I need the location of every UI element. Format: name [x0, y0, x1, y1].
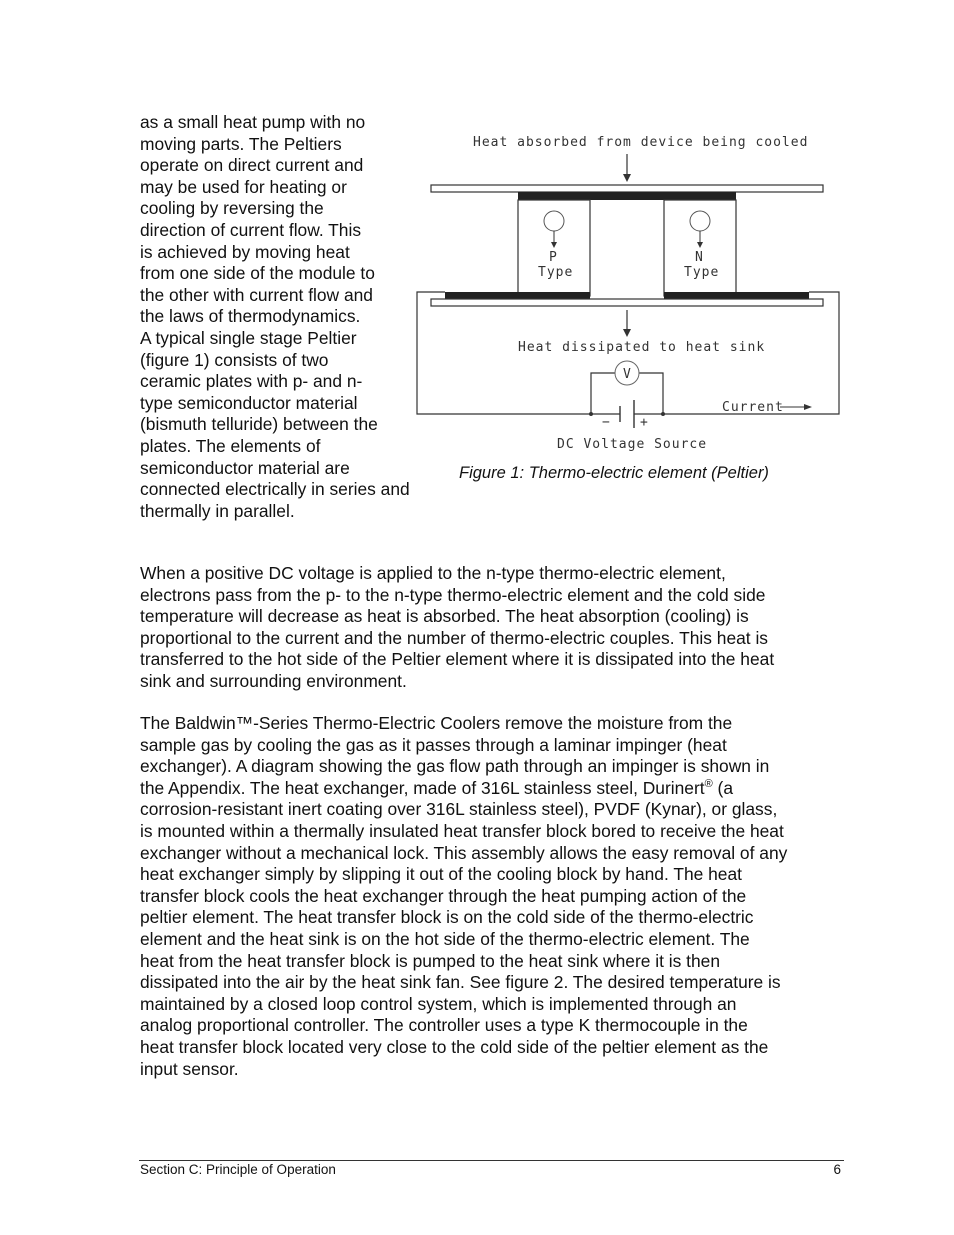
voltmeter-wire-left	[591, 373, 615, 414]
paragraph-2	[140, 713, 844, 1080]
text-line: operate on direct current and	[140, 155, 364, 176]
text-line: is achieved by moving heat	[140, 241, 350, 262]
voltmeter-wire-right	[639, 373, 663, 414]
paragraph-1	[140, 563, 844, 693]
text-line: analog proportional controller. The controller uses a type K thermocouple in the	[140, 1015, 748, 1036]
text-line: temperature will decrease as heat is absorbed. The heat absorption (cooling) is	[140, 606, 749, 627]
text-line: plates. The elements of	[140, 435, 321, 456]
text-line: heat transfer block located very close to the cold side of the peltier element as the	[140, 1036, 769, 1057]
text-line: moving parts. The Peltiers	[140, 133, 342, 154]
text-line: A typical single stage Peltier	[140, 327, 357, 348]
text-line: cooling by reversing the	[140, 198, 324, 219]
top-conductor	[518, 192, 736, 200]
registered-mark: ®	[704, 777, 713, 790]
text-line: corrosion-resistant inert coating over 316L stainless steel), PVDF (Kynar), or glass,	[140, 799, 778, 820]
battery-minus-label: −	[602, 415, 611, 430]
text-line: direction of current flow. This	[140, 219, 362, 240]
text-line: input sensor.	[140, 1058, 239, 1079]
dc-source-label: DC Voltage Source	[557, 437, 708, 452]
current-label: Current	[722, 400, 784, 415]
text-line: dissipated into the air by the heat sink fan. See figure 2. The desired temperature is	[140, 972, 781, 993]
heat-absorbed-label: Heat absorbed from device being cooled	[473, 135, 809, 150]
text-line: heat from the heat transfer block is pumped to the heat sink where it is then	[140, 950, 721, 971]
text-line: proportional to the current and the number of thermo-electric couples. This heat is	[140, 627, 769, 648]
text-line: (figure 1) consists of two	[140, 349, 329, 370]
text-line: may be used for heating or	[140, 176, 347, 197]
text-line: When a positive DC voltage is applied to the n-type thermo-electric element,	[140, 563, 726, 583]
text-line: ceramic plates with p- and n-	[140, 371, 363, 392]
peltier-diagram	[412, 128, 844, 464]
current-arrow-head	[804, 404, 812, 410]
heat-dissipated-label: Heat dissipated to heat sink	[518, 340, 766, 355]
page-number: 6	[833, 1162, 841, 1177]
text-line: transfer block cools the heat exchanger through the heat pumping action of the	[140, 885, 747, 906]
text-line: exchanger without a mechanical lock. This assembly allows the easy removal of any	[140, 842, 788, 863]
text-line: the other with current flow and	[140, 284, 373, 305]
text-line: connected electrically in series and	[140, 479, 410, 500]
n-label: N	[695, 250, 704, 265]
p-type-label: Type	[538, 265, 574, 280]
text-line: the laws of thermodynamics.	[140, 306, 361, 327]
junction-dot-left	[589, 412, 593, 416]
text-line: (bismuth telluride) between the	[140, 414, 378, 435]
text-line: heat exchanger simply by slipping it out of the cooling block by hand. The heat	[140, 864, 742, 885]
p-carrier-circle	[544, 211, 564, 231]
left-column-text	[140, 112, 436, 522]
text-line: is mounted within a thermally insulated heat transfer block bored to receive the heat	[140, 820, 784, 841]
n-carrier-circle	[690, 211, 710, 231]
text-line: sample gas by cooling the gas as it passes through a laminar impinger (heat	[140, 734, 727, 755]
footer-divider	[139, 1160, 844, 1161]
text-line: exchanger). A diagram showing the gas flow path through an impinger is shown in	[140, 756, 770, 777]
figure-caption: Figure 1: Thermo-electric element (Peltier)	[459, 464, 769, 482]
text-line: transferred to the hot side of the Peltier element where it is dissipated into the heat	[140, 649, 775, 670]
text-line: The Baldwin™-Series Thermo-Electric Coolers remove the moisture from the	[140, 713, 733, 733]
battery-plus-label: +	[640, 415, 649, 430]
text-line: element and the heat sink is on the hot side of the thermo-electric element. The	[140, 928, 750, 949]
peltier-diagram-svg	[412, 128, 844, 464]
text-line: sink and surrounding environment.	[140, 670, 407, 691]
text-line: thermally in parallel.	[140, 500, 295, 521]
bottom-conductor-left	[445, 292, 590, 299]
junction-dot-right	[661, 412, 665, 416]
top-ceramic-plate	[431, 185, 823, 192]
footer-section-title: Section C: Principle of Operation	[140, 1162, 336, 1177]
bottom-ceramic-plate	[431, 299, 823, 306]
durinert-text: the Appendix. The heat exchanger, made of 316L stainless steel, Durinert	[140, 777, 705, 798]
bottom-conductor-right	[664, 292, 809, 299]
text-line: semiconductor material are	[140, 457, 350, 478]
heat-out-arrow-head	[623, 329, 631, 337]
text-line: type semiconductor material	[140, 392, 358, 413]
text-line: peltier element. The heat transfer block is on the cold side of the thermo-electric	[140, 907, 754, 928]
text-line: as a small heat pump with no	[140, 112, 366, 132]
n-type-label: Type	[684, 265, 720, 280]
text-line: electrons pass from the p- to the n-type thermo-electric element and the cold side	[140, 584, 766, 605]
p-label: P	[549, 250, 558, 265]
durinert-text-after: (a	[712, 777, 733, 798]
text-line	[140, 778, 844, 800]
voltmeter-label: V	[623, 367, 632, 382]
heat-in-arrow-head	[623, 174, 631, 182]
text-line: from one side of the module to	[140, 263, 375, 284]
text-line: maintained by a closed loop control system, which is implemented through an	[140, 993, 737, 1014]
